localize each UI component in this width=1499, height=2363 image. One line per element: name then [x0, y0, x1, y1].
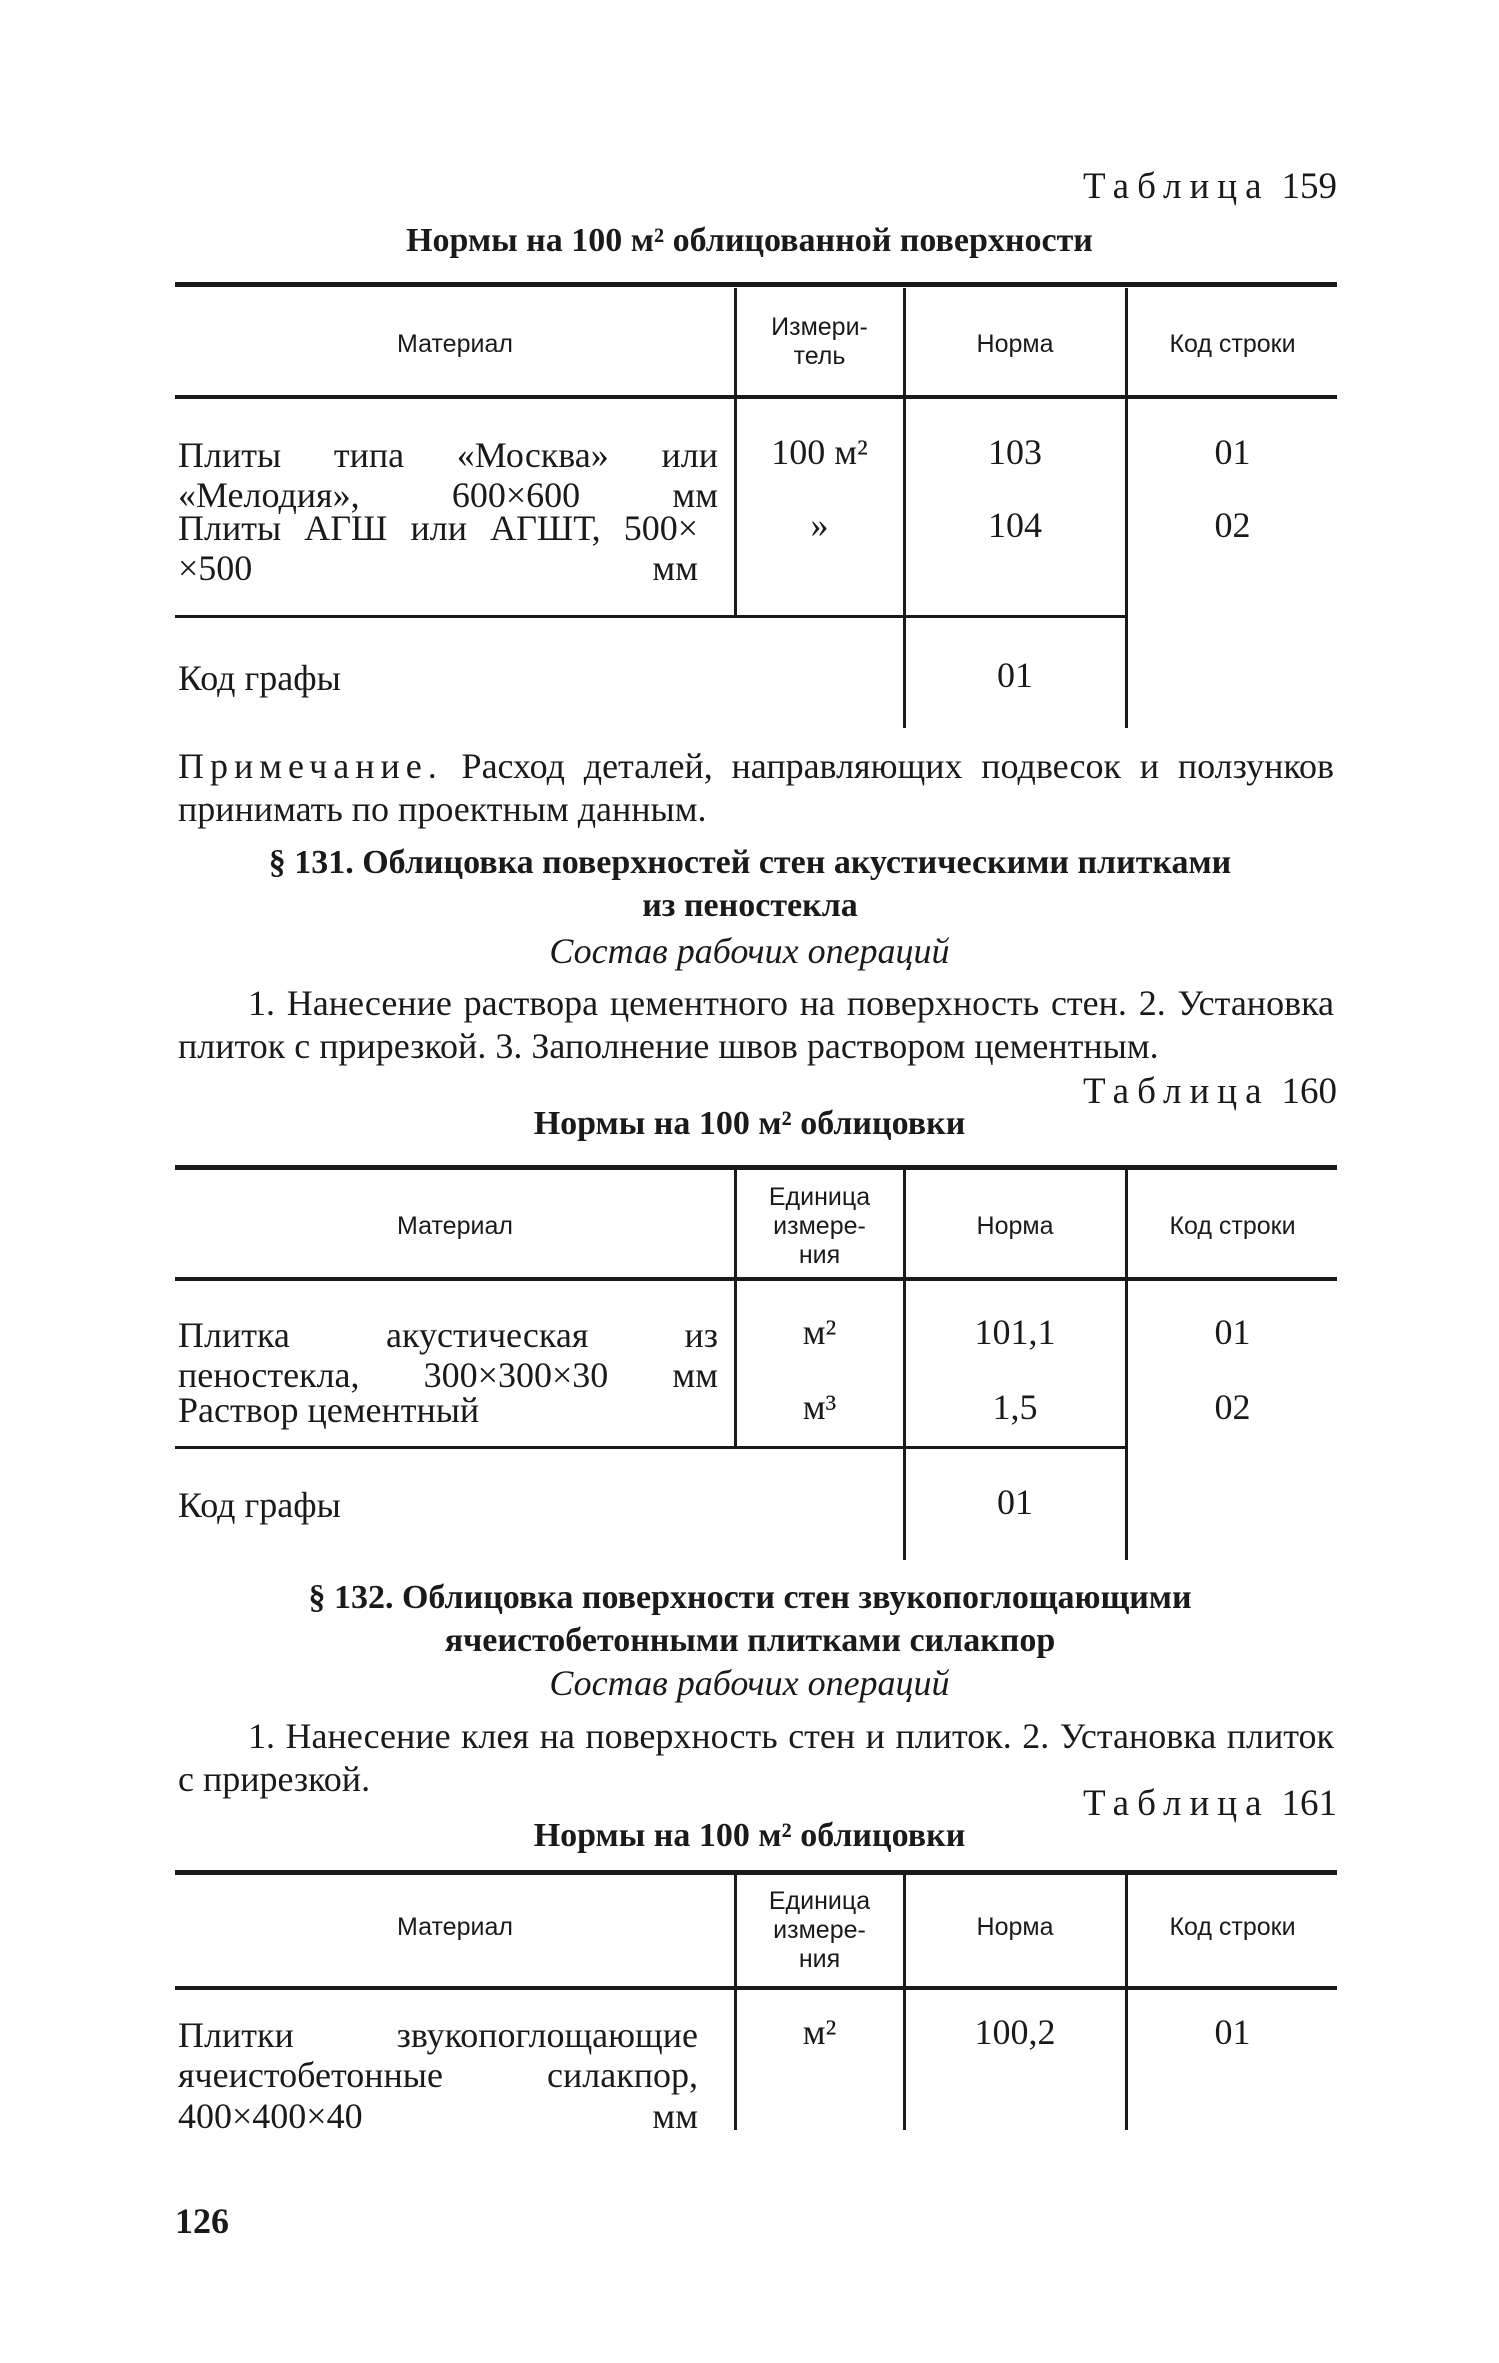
- header-bottom-rule: [175, 395, 1337, 399]
- table-row-material: Плитки звукопоглощающие ячеистобетонные силакпор, 400×400×40 мм: [178, 2015, 698, 2136]
- table-row-unit: м²: [802, 1312, 837, 1352]
- header-bottom-rule: [175, 1277, 1337, 1281]
- table-160-caption: Нормы на 100 м² облицовки: [533, 1105, 966, 1142]
- table-row-unit: м³: [802, 1387, 837, 1427]
- table-row-norm: 101,1: [974, 1312, 1056, 1352]
- footer-value: 01: [997, 655, 1033, 695]
- table-label-number: 161: [1281, 1783, 1337, 1824]
- table-row-code: 01: [1214, 2012, 1251, 2052]
- table-row-code: 01: [1214, 1312, 1251, 1352]
- table-top-rule: [175, 1870, 1337, 1875]
- footer-value: 01: [997, 1482, 1033, 1522]
- header-row-code: Код строки: [1169, 1212, 1296, 1240]
- table-label-number: 159: [1281, 166, 1337, 207]
- header-unit: Единица измере- ния: [768, 1887, 871, 1973]
- page-number: 126: [175, 2201, 229, 2241]
- col-divider: [734, 1875, 737, 2130]
- footer-label: Код графы: [178, 658, 341, 698]
- header-material: Материал: [397, 1212, 513, 1240]
- table-159-label: [1083, 165, 1337, 208]
- table-row-material: Плитка акустическая из пеностекла, 300×300×30 мм: [178, 1315, 718, 1396]
- table-row-unit: 100 м²: [771, 432, 868, 472]
- table-top-rule: [175, 282, 1337, 287]
- table-row-material: Раствор цементный: [178, 1390, 480, 1430]
- note-label: Примечание.: [178, 746, 443, 786]
- table-row-norm: 100,2: [974, 2012, 1056, 2052]
- table-label-word: Таблица: [1083, 166, 1270, 207]
- table-row-norm: 104: [988, 505, 1042, 545]
- table-label-word: Таблица: [1083, 1783, 1270, 1824]
- table-row-material: Плиты АГШ или АГШТ, 500× ×500 мм: [178, 508, 698, 589]
- footer-label: Код графы: [178, 1485, 341, 1525]
- table-row-code: 01: [1214, 432, 1251, 472]
- table-row-norm: 103: [988, 432, 1042, 472]
- header-row-code: Код строки: [1169, 330, 1296, 358]
- section-132-ops-text: 1. Нанесение клея на поверхность стен и плиток. 2. Установка плиток с прирезкой.: [178, 1716, 1334, 1800]
- col-divider: [903, 1875, 906, 2130]
- table-label-word: Таблица: [1083, 1071, 1270, 1112]
- col-divider: [1125, 1875, 1128, 2130]
- header-unit: Измери- тель: [771, 313, 868, 370]
- section-131-title: § 131. Облицовка поверхностей стен акустическими плитками из пеностекла: [268, 844, 1232, 924]
- table-row-unit: м²: [802, 2012, 837, 2052]
- table-row-material: Плиты типа «Москва» или «Мелодия», 600×600 мм: [178, 435, 718, 516]
- section-131-ops-text: 1. Нанесение раствора цементного на поверхность стен. 2. Установка плиток с прирезкой. 3. Заполнение швов раствором цементным.: [178, 983, 1334, 1067]
- table-label-number: 160: [1281, 1071, 1337, 1112]
- table-top-rule: [175, 1165, 1337, 1170]
- row-rule: [175, 615, 1125, 618]
- header-norm: Норма: [976, 330, 1054, 358]
- table-161-caption: Нормы на 100 м² облицовки: [533, 1817, 966, 1854]
- header-norm: Норма: [976, 1212, 1054, 1240]
- header-material: Материал: [397, 330, 513, 358]
- row-rule: [175, 1446, 1125, 1449]
- table-row-code: 02: [1214, 505, 1251, 545]
- header-material: Материал: [397, 1913, 513, 1941]
- note: [178, 745, 1334, 831]
- header-norm: Норма: [976, 1913, 1054, 1941]
- table-159-caption: Нормы на 100 м² облицованной поверхности: [406, 222, 1093, 259]
- col-divider: [1125, 1170, 1128, 1560]
- header-unit: Единица измере- ния: [768, 1183, 871, 1269]
- header-row-code: Код строки: [1169, 1913, 1296, 1941]
- header-bottom-rule: [175, 1986, 1337, 1990]
- table-row-unit: »: [810, 505, 829, 545]
- table-row-code: 02: [1214, 1387, 1251, 1427]
- table-row-norm: 1,5: [992, 1387, 1038, 1427]
- section-132-ops-title: Состав рабочих операций: [549, 1663, 950, 1703]
- section-131-ops-title: Состав рабочих операций: [549, 931, 950, 971]
- note-text: Расход деталей, направляющих подвесок и ползунков принимать по проектным данным.: [178, 746, 1334, 830]
- section-132-title: § 132. Облицовка поверхности стен звукопоглощающими ячеистобетонными плитками силакпор: [308, 1579, 1192, 1659]
